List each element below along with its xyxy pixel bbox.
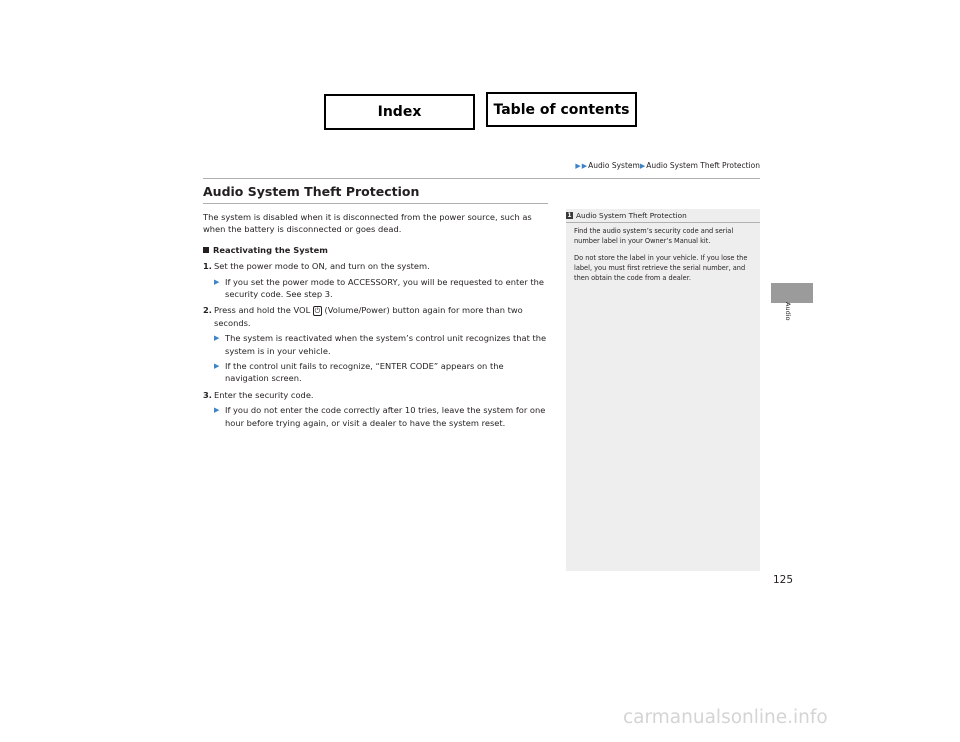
side-note-panel xyxy=(566,209,760,571)
breadcrumb-arrow-icon: ▶ xyxy=(639,161,646,170)
power-knob-icon: ⏻ xyxy=(314,307,321,316)
side-note-paragraph: Do not store the label in your vehicle. If you lose the label, you must first retrieve the serial number, and then obtain the code from a dealer. xyxy=(574,254,748,282)
step-2-note xyxy=(214,332,549,357)
page-number: 125 xyxy=(773,574,794,586)
side-note-body xyxy=(574,226,754,290)
section-body xyxy=(203,211,549,429)
breadcrumb-item[interactable]: Audio System xyxy=(588,161,640,170)
step-3 xyxy=(203,389,549,401)
arrow-bullet-icon: ▶ xyxy=(214,334,220,343)
breadcrumb-arrow-icon: ▶ xyxy=(575,161,581,170)
side-note-paragraph: Find the audio system’s security code and serial number label in your Owner’s Manual kit. xyxy=(574,227,734,245)
note-text: If the control unit fails to recognize, “ENTER CODE” appears on the navigation screen. xyxy=(225,361,504,384)
breadcrumb-item-current: Audio System Theft Protection xyxy=(646,161,760,170)
step-text: Set the power mode to ON, and turn on the system. xyxy=(214,261,430,272)
step-1-note xyxy=(214,276,549,301)
table-of-contents-button[interactable]: Table of contents xyxy=(486,92,637,127)
square-bullet-icon xyxy=(203,247,209,253)
step-text-part: Press and hold the VOL xyxy=(214,305,311,316)
title-underline xyxy=(203,203,548,204)
subheading-text: Reactivating the System xyxy=(213,244,328,255)
step-number: 3. xyxy=(203,389,212,400)
step-3-note xyxy=(214,404,549,429)
arrow-bullet-icon: ▶ xyxy=(214,406,220,415)
header-divider xyxy=(203,178,760,179)
breadcrumb-arrow-icon: ▶ xyxy=(581,161,588,170)
arrow-bullet-icon: ▶ xyxy=(214,362,220,371)
step-text: Enter the security code. xyxy=(214,389,314,400)
note-marker-icon: 1 xyxy=(567,212,572,219)
intro-paragraph: The system is disabled when it is disconnected from the power source, such as when the battery is disconnected or goes dead. xyxy=(203,212,532,235)
step-2-note xyxy=(214,360,549,385)
side-note-divider xyxy=(566,222,760,223)
side-note-title: Audio System Theft Protection xyxy=(576,211,687,220)
step-number: 1. xyxy=(203,261,212,272)
note-text: The system is reactivated when the system’s control unit recognizes that the system is in your vehicle. xyxy=(225,333,547,356)
subheading xyxy=(203,244,549,256)
step-2 xyxy=(203,304,549,329)
step-text xyxy=(214,304,549,329)
watermark: carmanualsonline.info xyxy=(623,707,828,728)
step-number: 2. xyxy=(203,305,212,316)
step-text-part: (Volume/Power) button again for more than two seconds. xyxy=(214,305,523,328)
side-tab-marker xyxy=(771,283,813,303)
note-text: If you do not enter the code correctly after 10 tries, leave the system for one hour before trying again, or visit a dealer to have the system reset. xyxy=(225,405,546,428)
index-button[interactable]: Index xyxy=(324,94,475,130)
arrow-bullet-icon: ▶ xyxy=(214,277,220,286)
section-title: Audio System Theft Protection xyxy=(203,184,420,199)
side-tab-label: Audio xyxy=(784,302,792,321)
breadcrumb xyxy=(575,161,760,170)
side-note-header xyxy=(566,211,760,220)
note-text: If you set the power mode to ACCESSORY, you will be requested to enter the security code. See step 3. xyxy=(225,276,545,300)
step-1 xyxy=(203,260,549,272)
